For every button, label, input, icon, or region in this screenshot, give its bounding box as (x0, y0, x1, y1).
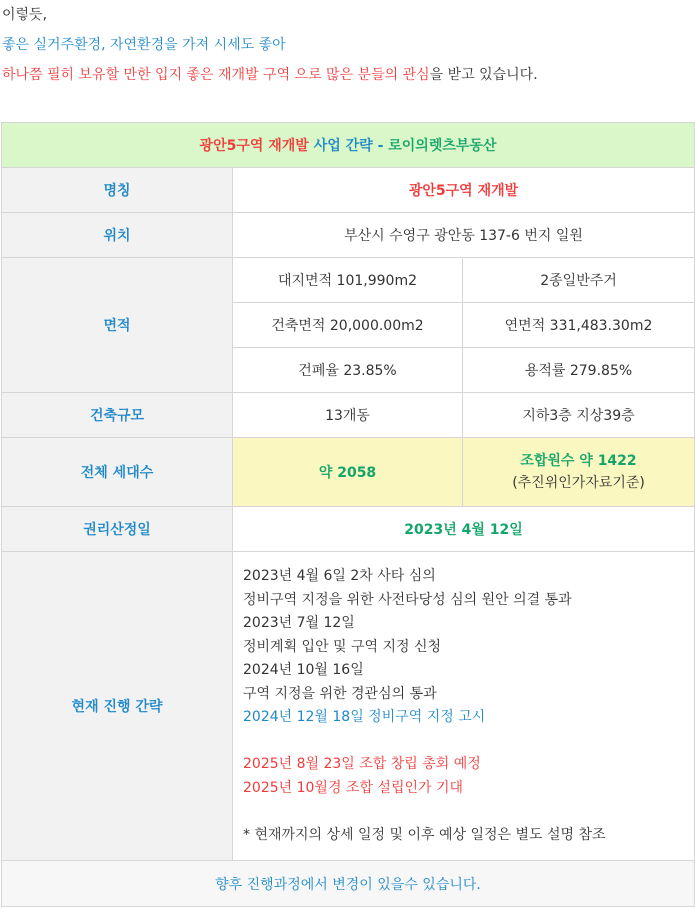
value-progress (233, 552, 695, 861)
label-progress: 현재 진행 간략 (2, 552, 233, 861)
value-floors: 지하3층 지상39층 (463, 393, 695, 438)
table-row-scale (2, 393, 695, 438)
progress-spacer (243, 730, 694, 754)
value-rights-date: 2023년 4월 12일 (233, 507, 695, 552)
intro-text (2, 0, 692, 90)
table-row-name (2, 168, 695, 213)
value-floor-area-ratio: 용적률 279.85% (463, 348, 695, 393)
value-land-area: 대지면적 101,990m2 (233, 258, 463, 303)
progress-line: 정비계획 입안 및 구역 지정 신청 (243, 638, 442, 655)
value-name: 광안5구역 재개발 (233, 168, 695, 213)
progress-line: 구역 지정을 위한 경관심의 통과 (243, 685, 437, 702)
label-name: 명칭 (2, 168, 233, 213)
value-members (463, 438, 695, 507)
progress-spacer (243, 800, 694, 824)
value-members-count: 조합원수 약 1422 (520, 453, 637, 469)
progress-line: 정비구역 지정을 위한 사전타당성 심의 원안 의결 통과 (243, 591, 572, 608)
value-households-total: 약 2058 (233, 438, 463, 507)
title-desc: 사업 간략 - (313, 138, 389, 154)
project-summary-table (1, 122, 695, 907)
value-floor-area: 연면적 331,483.30m2 (463, 303, 695, 348)
label-households: 전체 세대수 (2, 438, 233, 507)
progress-line: 2023년 4월 6일 2차 사타 심의 (243, 568, 436, 584)
progress-notice: 2024년 12월 18일 정비구역 지정 고시 (243, 709, 486, 725)
table-row-progress (2, 552, 695, 861)
progress-plan-2: 2025년 10월경 조합 설립인가 기대 (243, 779, 464, 796)
intro-line-1: 이렇듯, (2, 7, 48, 23)
table-row-location (2, 213, 695, 258)
value-members-note: (추진위인가자료기준) (512, 475, 645, 491)
value-location: 부산시 수영구 광안동 137-6 번지 일원 (233, 213, 695, 258)
progress-note: * 현재까지의 상세 일정 및 이후 예상 일정은 별도 설명 참조 (243, 826, 606, 843)
value-building-area: 건축면적 20,000.00m2 (233, 303, 463, 348)
table-title-row (2, 123, 695, 168)
table-row-rights-date (2, 507, 695, 552)
intro-line-2: 좋은 실거주환경, 자연환경을 가져 시세도 좋아 (2, 37, 286, 53)
label-location: 위치 (2, 213, 233, 258)
table-row-households (2, 438, 695, 507)
label-area: 면적 (2, 258, 233, 393)
table-title (2, 123, 695, 168)
intro-line-3-rest: 을 받고 있습니다. (429, 67, 538, 83)
progress-line: 2024년 10월 16일 (243, 662, 364, 678)
label-scale: 건축규모 (2, 393, 233, 438)
title-author: 로이의렛츠부동산 (388, 138, 497, 154)
value-coverage-ratio: 건폐율 23.85% (233, 348, 463, 393)
value-zone: 2종일반주거 (463, 258, 695, 303)
table-row-area-1 (2, 258, 695, 303)
table-footer-row (2, 861, 695, 907)
progress-plan-1: 2025년 8월 23일 조합 창립 총회 예정 (243, 756, 481, 772)
progress-line: 2023년 7월 12일 (243, 615, 355, 631)
table-footer-note: 향후 진행과정에서 변경이 있을수 있습니다. (2, 861, 695, 907)
intro-line-3 (2, 60, 692, 90)
label-rights-date: 권리산정일 (2, 507, 233, 552)
value-buildings: 13개동 (233, 393, 463, 438)
intro-line-3-highlight: 하나쯤 필히 보유할 만한 입지 좋은 재개발 구역 으로 많은 분들의 관심 (2, 67, 430, 83)
title-project: 광안5구역 재개발 (199, 138, 314, 154)
